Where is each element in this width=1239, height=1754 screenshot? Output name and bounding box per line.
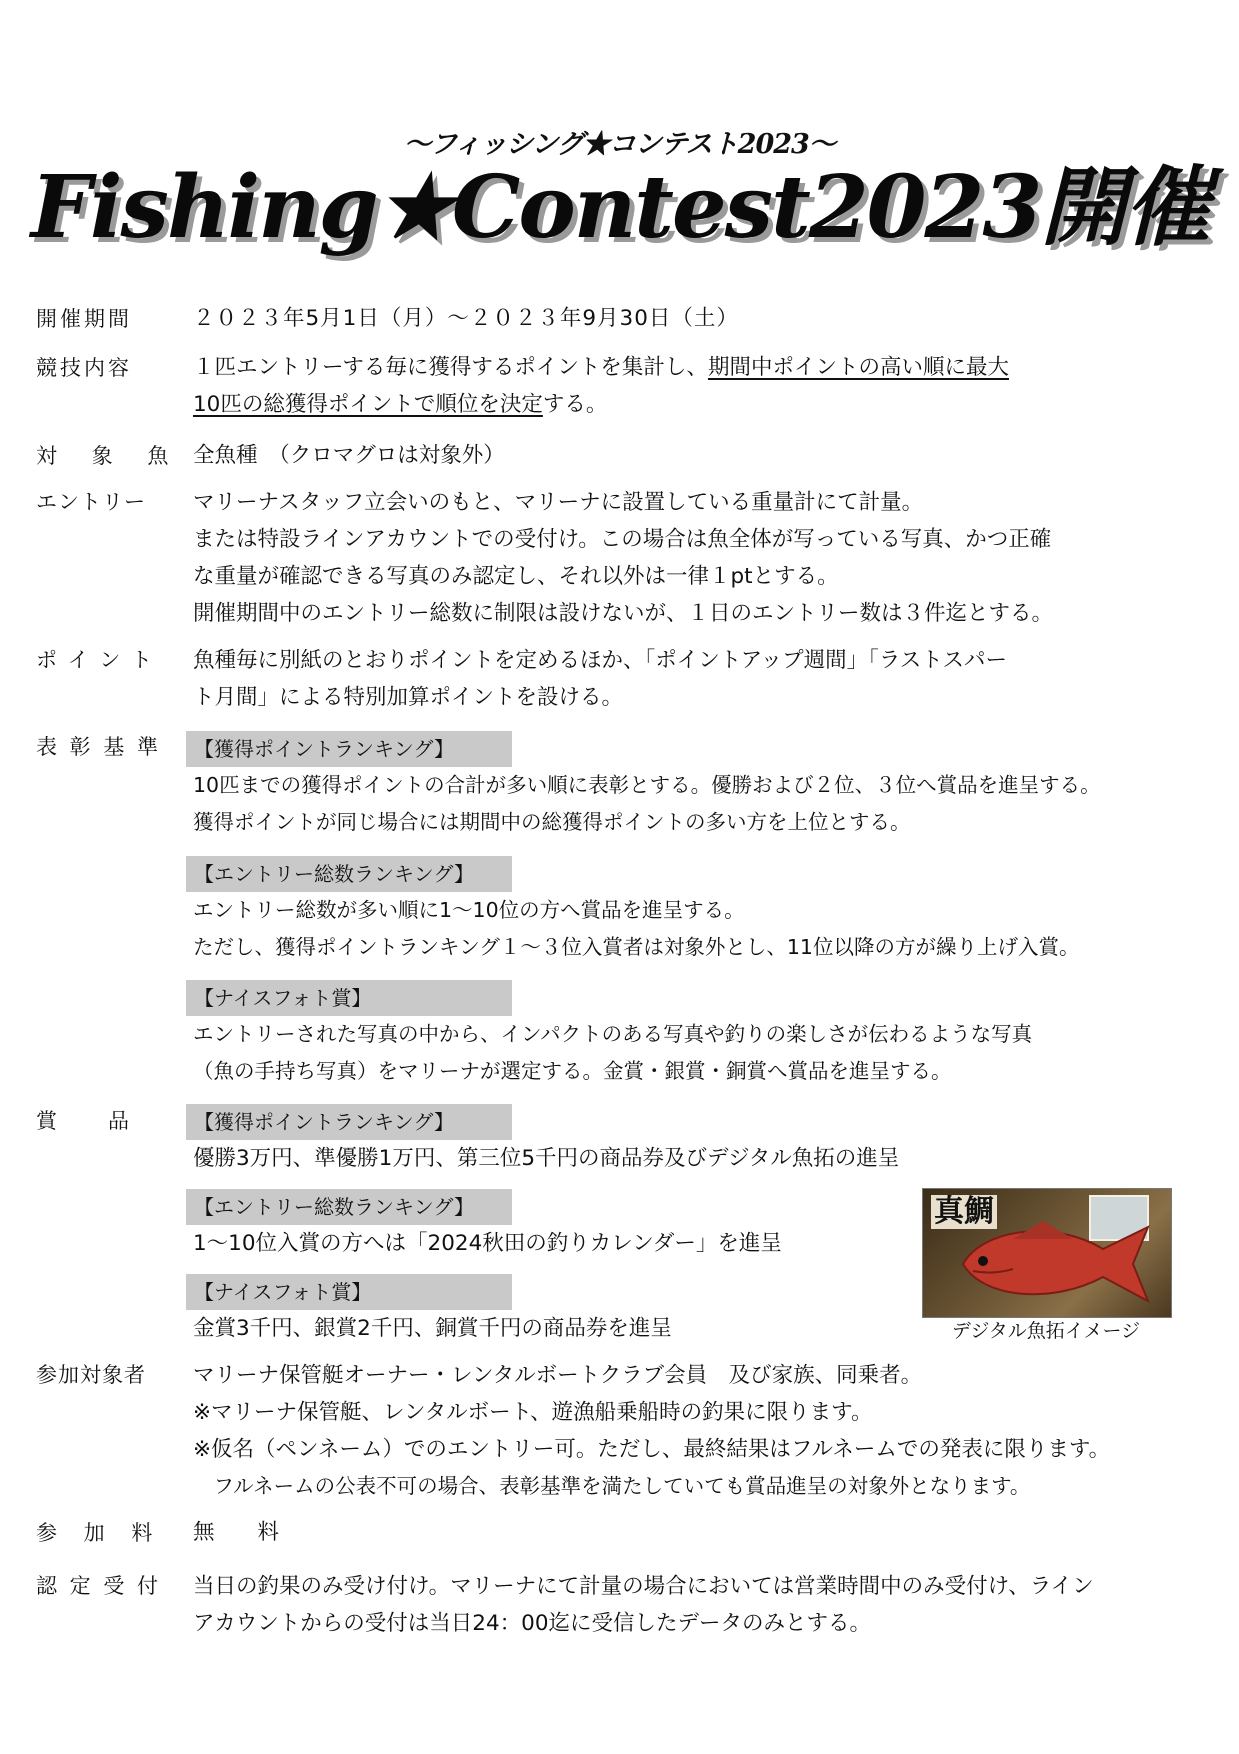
- acceptance-line: 当日の釣果のみ受け付け。マリーナにて計量の場合においては営業時間中のみ受付け、ライン: [193, 1574, 1094, 1599]
- prize-tag-photo: 【ナイスフォト賞】: [186, 1274, 512, 1310]
- content-label: 競技内容: [36, 356, 132, 380]
- entry-line: または特設ラインアカウントでの受付け。この場合は魚全体が写っている写真、かつ正確: [193, 527, 1052, 552]
- award-photo-text: [193, 1016, 1032, 1090]
- prizes-label: 賞 品: [36, 1109, 132, 1133]
- award-tag-points: 【獲得ポイントランキング】: [186, 731, 512, 767]
- period-value: ２０２３年5月1日（月）〜２０２３年9月30日（土）: [193, 306, 739, 331]
- award-entries-text: [193, 892, 1079, 966]
- award-line: 獲得ポイントが同じ場合には期間中の総獲得ポイントの多い方を上位とする。: [193, 810, 911, 834]
- prize-points-text: 優勝3万円、準優勝1万円、第三位5千円の商品券及びデジタル魚拓の進呈: [193, 1146, 900, 1171]
- prize-tag-entries: 【エントリー総数ランキング】: [186, 1189, 512, 1225]
- fee-label: 参 加 料: [36, 1521, 163, 1545]
- prize-photo-text: 金賞3千円、銀賞2千円、銅賞千円の商品券を進呈: [193, 1316, 672, 1341]
- entry-line: マリーナスタッフ立会いのもと、マリーナに設置している重量計にて計量。: [193, 490, 924, 515]
- period-label: 開催期間: [36, 307, 132, 331]
- participants-line: マリーナ保管艇オーナー・レンタルボートクラブ会員 及び家族、同乗者。: [193, 1363, 923, 1388]
- award-line: ただし、獲得ポイントランキング１〜３位入賞者は対象外とし、11位以降の方が繰り上げ入賞。: [193, 935, 1080, 959]
- award-tag-photo: 【ナイスフォト賞】: [186, 980, 512, 1016]
- acceptance-line: アカウントからの受付は当日24：00迄に受信したデータのみとする。: [193, 1611, 872, 1636]
- award-criteria-label: 表 彰 基 準: [36, 735, 162, 759]
- points-label: ポ イ ン ト: [36, 648, 155, 672]
- content-line-1: １匹エントリーする毎に獲得するポイントを集計し、期間中ポイントの高い順に最大: [193, 355, 1009, 380]
- participants-label: 参加対象者: [36, 1363, 146, 1387]
- award-line: （魚の手持ち写真）をマリーナが選定する。金賞・銀賞・銅賞へ賞品を進呈する。: [193, 1059, 952, 1083]
- entry-label: エントリー: [36, 490, 146, 514]
- entry-text: [193, 484, 1053, 632]
- gyotaku-kanji: 真鯛: [931, 1195, 997, 1229]
- points-line: 魚種毎に別紙のとおりポイントを定めるほか、「ポイントアップ週間」「ラストスパー: [193, 648, 1007, 673]
- participants-line: ※マリーナ保管艇、レンタルボート、遊漁船乗船時の釣果に限ります。: [193, 1400, 873, 1425]
- participants-line: フルネームの公表不可の場合、表彰基準を満たしていても賞品進呈の対象外となります。: [193, 1474, 1031, 1498]
- points-text: [193, 642, 1007, 716]
- award-tag-entries: 【エントリー総数ランキング】: [186, 856, 512, 892]
- entry-line: 開催期間中のエントリー総数に制限は設けないが、１日のエントリー数は３件迄とする。: [193, 601, 1054, 626]
- acceptance-label: 認 定 受 付: [36, 1574, 162, 1598]
- gyotaku-caption: デジタル魚拓イメージ: [951, 1320, 1141, 1342]
- fee-value: 無 料: [193, 1520, 280, 1545]
- sea-bream-fish-icon: [953, 1209, 1153, 1309]
- participants-line: ※仮名（ペンネーム）でのエントリー可。ただし、最終結果はフルネームでの発表に限ります。: [193, 1437, 1111, 1462]
- award-line: エントリーされた写真の中から、インパクトのある写真や釣りの楽しさが伝わるような写真: [193, 1022, 1033, 1046]
- content-line-2: 10匹の総獲得ポイントで順位を決定する。: [193, 392, 608, 417]
- acceptance-text: [193, 1568, 1094, 1642]
- prize-entries-text: 1〜10位入賞の方へは「2024秋田の釣りカレンダー」を進呈: [193, 1231, 782, 1256]
- target-label: 対 象 魚: [36, 444, 183, 468]
- prize-tag-points: 【獲得ポイントランキング】: [186, 1104, 512, 1140]
- award-line: エントリー総数が多い順に1〜10位の方へ賞品を進呈する。: [193, 898, 745, 922]
- page-subtitle: 〜フィッシング★コンテスト2023〜: [404, 129, 835, 160]
- gyotaku-image: [922, 1188, 1172, 1318]
- page-title: Fishing★Contest2023開催: [30, 157, 1209, 258]
- award-line: 10匹までの獲得ポイントの合計が多い順に表彰とする。優勝および２位、３位へ賞品を進呈する。: [193, 773, 1101, 797]
- award-points-text: [193, 767, 1101, 841]
- participants-text: [193, 1357, 1110, 1505]
- target-value: 全魚種 （クロマグロは対象外）: [193, 443, 505, 468]
- entry-line: な重量が確認できる写真のみ認定し、それ以外は一律１ptとする。: [193, 564, 839, 589]
- content-text: [193, 349, 1009, 423]
- points-line: ト月間」による特別加算ポイントを設ける。: [193, 685, 624, 710]
